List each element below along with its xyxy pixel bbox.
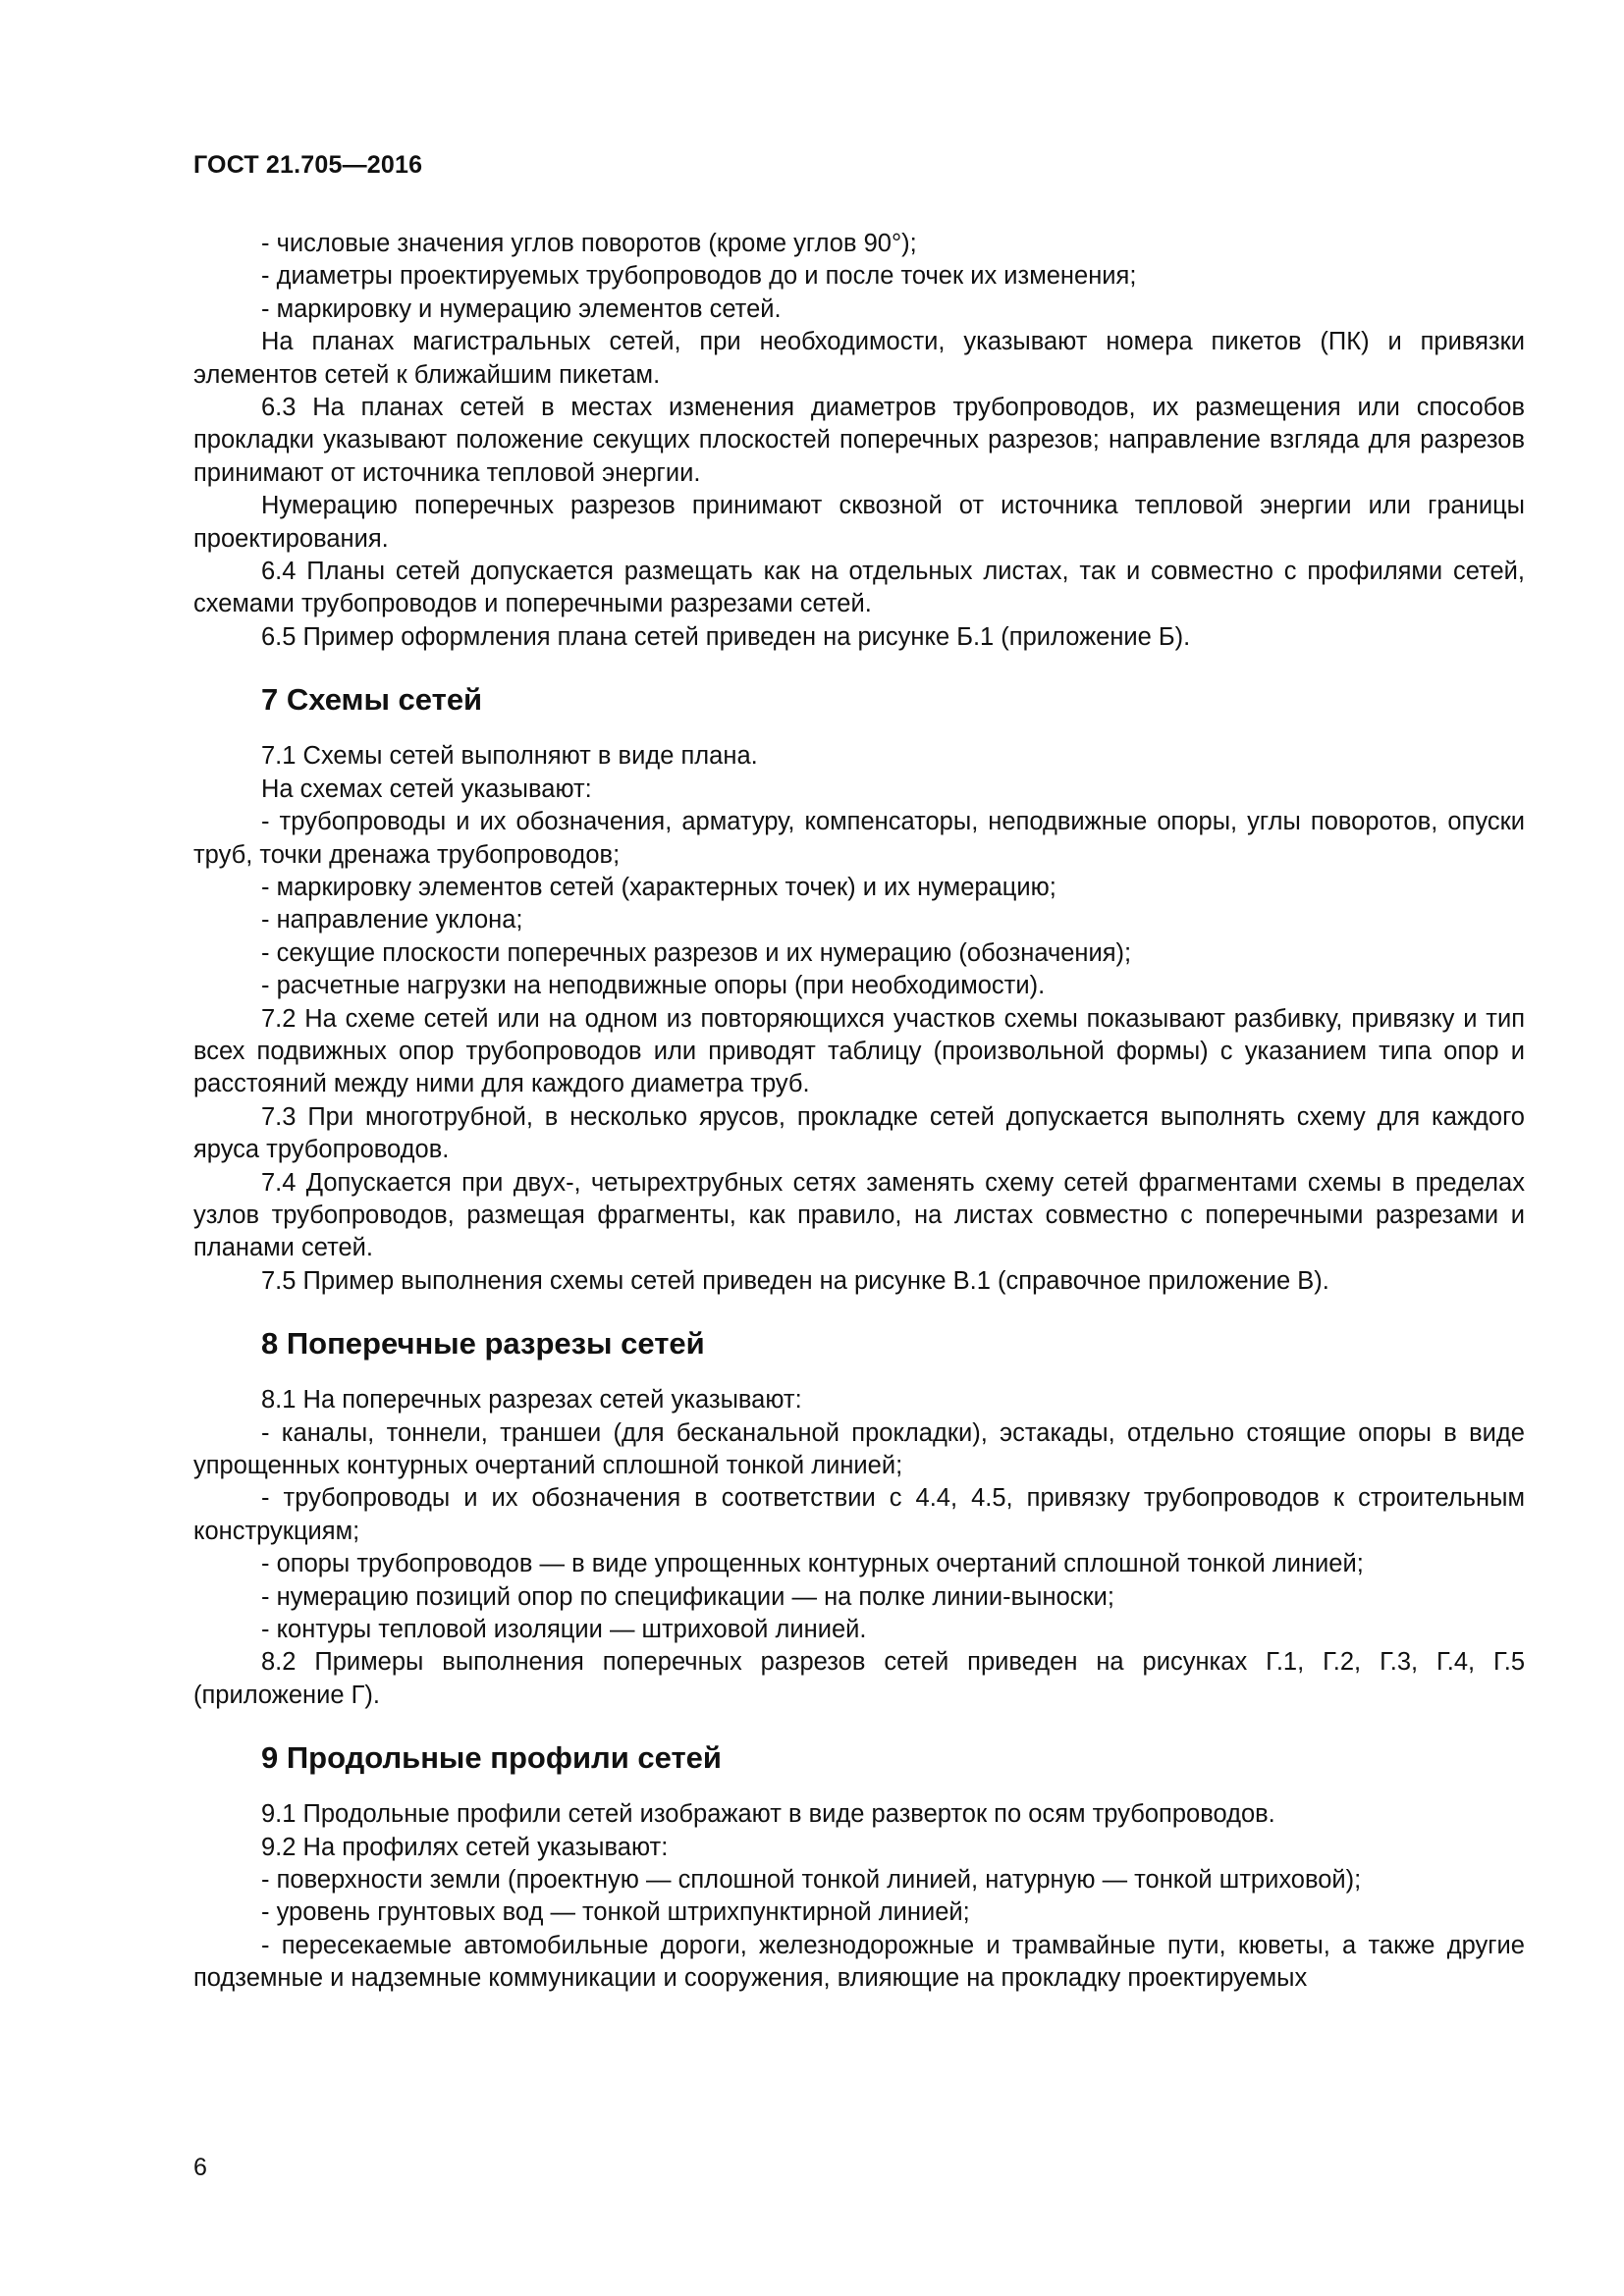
list-item: - опоры трубопроводов — в виде упрощенных контурных очертаний сплошной тонкой линией; (261, 1550, 1364, 1578)
paragraph: 7.2 На схеме сетей или на одном из повторяющихся участков схемы показывают разбивку, привязку и тип всех подвижных опор трубопроводов или приводят таблицу (произвольной формы) с указанием типа опор и расстояний между ними для каждого диаметра труб. (193, 1004, 1525, 1098)
section-heading-9: 9 Продольные профили сетей (261, 1740, 722, 1776)
list-item: - уровень грунтовых вод — тонкой штрихпунктирной линией; (261, 1898, 970, 1927)
list-item: - контуры тепловой изоляции — штриховой линией. (261, 1616, 867, 1644)
list-item: - расчетные нагрузки на неподвижные опоры (при необходимости). (261, 972, 1046, 1000)
paragraph: 9.1 Продольные профили сетей изображают в виде разверток по осям трубопроводов. (261, 1800, 1275, 1829)
paragraph: 8.1 На поперечных разрезах сетей указывают: (261, 1386, 802, 1415)
list-item: - пересекаемые автомобильные дороги, железнодорожные и трамвайные пути, кюветы, а также другие подземные и надземные коммуникации и сооружения, влияющие на прокладку проектируемых (193, 1931, 1525, 1993)
section-heading-7: 7 Схемы сетей (261, 682, 483, 718)
list-item: - числовые значения углов поворотов (кроме углов 90°); (261, 230, 917, 257)
paragraph: 6.4 Планы сетей допускается размещать как на отдельных листах, так и совместно с профилями сетей, схемами трубопроводов и поперечными разрезами сетей. (193, 558, 1525, 618)
paragraph: 9.2 На профилях сетей указывают: (261, 1833, 669, 1861)
list-item: - маркировку элементов сетей (характерных точек) и их нумерацию; (261, 873, 1056, 901)
list-item: - нумерацию позиций опор по спецификации — на полке линии-выноски; (261, 1582, 1114, 1611)
list-item: - маркировку и нумерацию элементов сетей. (261, 294, 782, 323)
section-heading-8: 8 Поперечные разрезы сетей (261, 1326, 705, 1362)
list-item: - каналы, тоннели, траншеи (для бесканальной прокладки), эстакады, отдельно стоящие опоры в виде упрощенных контурных очертаний сплошной тонкой линией; (193, 1418, 1525, 1479)
paragraph: 6.3 На планах сетей в местах изменения диаметров трубопроводов, их размещения или способов прокладки указывают положение секущих плоскостей поперечных разрезов; направление взгляда для разрезов принимают от источника тепловой энергии. (193, 394, 1525, 487)
list-item: - диаметры проектируемых трубопроводов до и после точек их изменения; (261, 262, 1137, 291)
list-item: - трубопроводы и их обозначения, арматуру, компенсаторы, неподвижные опоры, углы поворотов, опуски труб, точки дренажа трубопроводов; (193, 808, 1525, 869)
page-number: 6 (193, 2154, 207, 2181)
list-item: - трубопроводы и их обозначения в соответствии с 4.4, 4.5, привязку трубопроводов к строительным конструкциям; (193, 1484, 1525, 1545)
list-item: - направление уклона; (261, 906, 523, 934)
paragraph: 7.1 Схемы сетей выполняют в виде плана. (261, 742, 758, 771)
document-body (193, 228, 1525, 1996)
document-header: ГОСТ 21.705—2016 (193, 151, 423, 179)
paragraph: 8.2 Примеры выполнения поперечных разрезов сетей приведен на рисунках Г.1, Г.2, Г.3, Г.4, Г.5 (приложение Г). (193, 1648, 1525, 1709)
paragraph: На схемах сетей указывают: (261, 774, 592, 803)
paragraph: Нумерацию поперечных разрезов принимают сквозной от источника тепловой энергии или границы проектирования. (193, 492, 1525, 553)
paragraph: 7.3 При многотрубной, в несколько ярусов, прокладке сетей допускается выполнять схему для каждого яруса трубопроводов. (193, 1102, 1525, 1164)
paragraph: 7.5 Пример выполнения схемы сетей приведен на рисунке В.1 (справочное приложение В). (261, 1266, 1329, 1295)
list-item: - поверхности земли (проектную — сплошной тонкой линией, натурную — тонкой штриховой); (261, 1866, 1362, 1895)
paragraph: 7.4 Допускается при двух-, четырехтрубных сетях заменять схему сетей фрагментами схемы в пределах узлов трубопроводов, размещая фрагменты, как правило, на листах совместно с поперечными разрезами и планами сетей. (193, 1168, 1525, 1262)
list-item: - секущие плоскости поперечных разрезов и их нумерацию (обозначения); (261, 938, 1132, 967)
paragraph: 6.5 Пример оформления плана сетей приведен на рисунке Б.1 (приложение Б). (261, 622, 1191, 651)
paragraph: На планах магистральных сетей, при необходимости, указывают номера пикетов (ПК) и привязки элементов сетей к ближайшим пикетам. (193, 328, 1525, 389)
